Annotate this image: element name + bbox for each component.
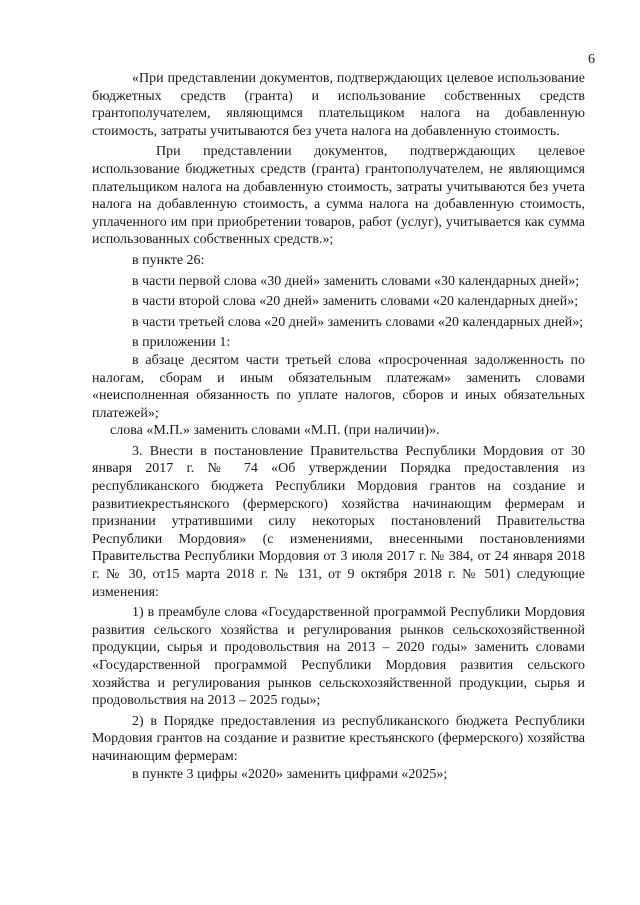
page-number: 6 bbox=[588, 52, 595, 67]
paragraph: слова «М.П.» заменить словами «М.П. (при наличии)». bbox=[110, 423, 440, 439]
paragraph: При представлении документов, подтверждающих целевое использование бюджетных средств (гранта) грантополучателем, не являющимся плательщиком налога на добавленную стоимость, затраты учитываются без учета налога на добавленную стоимость, а сумма налога на добавленную стоимость, уплаченного им при приобретении товаров, работ (услуг), учитывается как сумма использованных собственных средств.»; bbox=[92, 144, 585, 248]
paragraph: в части второй слова «20 дней» заменить словами «20 календарных дней»; bbox=[132, 294, 579, 310]
paragraph: 3. Внести в постановление Правительства Республики Мордовия от 30 января 2017 г. № 74 «Об утверждении Порядка предоставления из республиканского бюджета Республики Мордовия грантов на создание и развитиекрестьянского (фермерского) хозяйства начинающим фермерам и признании утратившими силу некоторых постановлений Правительства Республики Мордовия» (с изменениями, внесенными постановлениями Правительства Республики Мордовия от 3 июля 2017 г. № 384, от 24 января 2018 г. № 30, от15 марта 2018 г. № 131, от 9 октября 2018 г. № 501) следующие изменения: bbox=[92, 443, 585, 600]
paragraph: 2) в Порядке предоставления из республиканского бюджета Республики Мордовия грантов на создание и развитие крестьянского (фермерского) хозяйства начинающим фермерам: bbox=[92, 713, 585, 764]
paragraph: 1) в преамбуле слова «Государственной программой Республики Мордовия развития сельского хозяйства и регулирования рынков сельскохозяйственной продукции, сырья и продовольствия на 2013 – 2020 годы» заменить словами «Государственной программой Республики Мордовия развития сельского хозяйства и регулирования рынков сельскохозяйственной продукции, сырья и продовольствия на 2013 – 2025 годы»; bbox=[92, 605, 585, 709]
paragraph: в абзаце десятом части третьей слова «просроченная задолженность по налогам, сборам и иным обязательным платежам» заменить словами «неисполненная обязанность по уплате налогов, сборов и иных обязательных платежей»; bbox=[92, 352, 585, 421]
paragraph: «При представлении документов, подтверждающих целевое использование бюджетных средств (гранта) и использование собственных средств грантополучателем, являющимся плательщиком налога на добавленную стоимость, затраты учитываются без учета налога на добавленную стоимость. bbox=[92, 71, 585, 139]
paragraph: в приложении 1: bbox=[132, 335, 231, 351]
paragraph: в пункте 26: bbox=[132, 252, 205, 268]
paragraph: в части третьей слова «20 дней» заменить словами «20 календарных дней»; bbox=[132, 314, 584, 330]
document-body bbox=[92, 70, 585, 783]
paragraph: в пункте 3 цифры «2020» заменить цифрами «2025»; bbox=[132, 766, 448, 782]
paragraph: в части первой слова «30 дней» заменить словами «30 календарных дней»; bbox=[132, 273, 580, 289]
